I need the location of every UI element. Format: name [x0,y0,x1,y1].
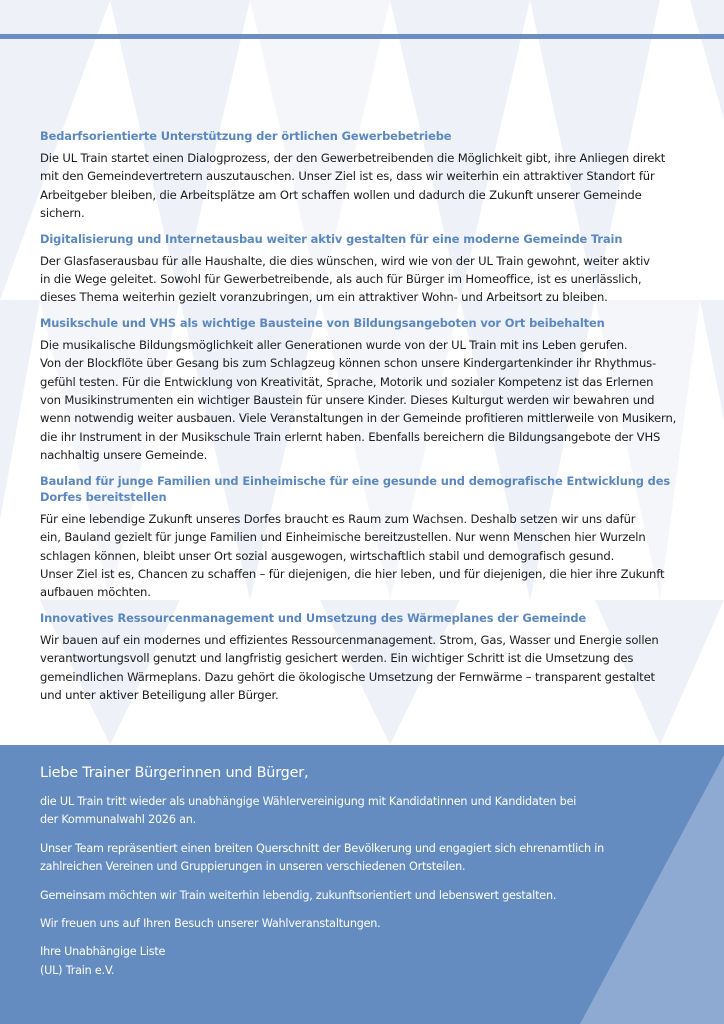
letter-signature: Ihre Unabhängige Liste (UL) Train e.V. [40,945,166,977]
section-body: Die musikalische Bildungsmöglichkeit aller Generationen wurde von der UL Train mit ins Leben gerufen. Von der Blockflöte über Gesang bis zum Schlagzeug können schon unsere Kindergartenkinder ihr Rhythmus- gefühl testen. Für die Entwicklung von Kreativität, Sprache, Motorik und sozialer Kompetenz ist das Erlernen von Musikinstrumenten ein wichtiger Baustein für unsere Kinder. Dieses Kulturgut werden wir bewahren und wenn notwendig weiter ausbauen. Viele Veranstaltungen in der Gemeinde profitieren mittlerweile von Musikern, die ihr Instrument in der Musikschule Train erlernt haben. Ebenfalls bereichern die Bildungsangebote der VHS nachhaltig unsere Gemeinde. [40,337,677,463]
pattern-diamond [690,0,724,120]
program-content [40,128,690,712]
pattern-diamond [0,300,40,520]
letter-paragraph: Wir freuen uns auf Ihren Besuch unserer Wahlveranstaltungen. [40,917,381,931]
section-ressourcenmanagement [40,610,690,705]
section-heading: Innovatives Ressourcenmanagement und Umsetzung des Wärmeplanes der Gemeinde [40,610,587,625]
letter-paragraph: Unser Team repräsentiert einen breiten Querschnitt der Bevölkerung und engagiert sich ehrenamtlich in zahlreichen Vereinen und Gruppierungen in unseren verschiedenen Ortsteilen. [40,841,604,874]
section-body: Die UL Train startet einen Dialogprozess, der den Gewerbetreibenden die Möglichkeit gibt, ihre Anliegen direkt mit den Gemeindevertretern auszutauschen. Unser Ziel ist es, dass wir weiterhin ein attraktiver Standort für Arbeitgeber bleiben, die Arbeitsplätze am Ort schaffen wollen und dadurch die Zukunft unserer Gemeinde sichern. [40,151,666,221]
section-body: Wir bauen auf ein modernes und effizientes Ressourcenmanagement. Strom, Gas, Wasser und Energie sollen verantwortungsvoll genutzt und langfristig gesichert werden. Ein wichtiger Schritt ist die Umsetzung des gemeindlichen Wärmeplans. Dazu gehört die ökologische Umsetzung der Fernwärme – transparent gestaltet und unter aktiver Beteiligung aller Bürger. [40,632,659,702]
closing-letter-panel [0,745,724,1024]
section-bauland [40,473,690,602]
pattern-diamond [700,300,724,420]
section-body: Der Glasfaserausbau für alle Haushalte, die dies wünschen, wird wie von der UL Train gewohnt, weiter aktiv in die Wege geleitet. Sowohl für Gewerbetreibende, als auch für Bürger im Homeoffice, ist es unerlässlich, dieses Thema weiterhin gezielt voranzubringen, um ein attraktiver Wohn- und Arbeitsort zu bleiben. [40,253,650,305]
section-gewerbebetriebe [40,128,690,223]
closing-letter [40,763,690,990]
section-heading: Digitalisierung und Internetausbau weiter aktiv gestalten für eine moderne Gemeinde Train [40,231,623,246]
section-body: Für eine lebendige Zukunft unseres Dorfes braucht es Raum zum Wachsen. Deshalb setzen wir uns dafür ein, Bauland gezielt für junge Familien und Einheimische bereitzustellen. Nur wenn Menschen hier Wurzeln schlagen können, bleibt unser Ort sozial ausgewogen, wirtschaftlich stabil und demografisch gesund. Unser Ziel ist es, Chancen zu schaffen – für diejenigen, die hier leben, und für diejenigen, die hier ihre Zukunft aufbauen möchten. [40,511,665,600]
section-heading: Musikschule und VHS als wichtige Bausteine von Bildungsangeboten vor Ort beibehalten [40,315,605,330]
top-accent-bar [0,34,724,39]
section-heading: Bauland für junge Familien und Einheimische für eine gesunde und demografische Entwicklung des Dorfes bereitstellen [40,473,671,504]
section-heading: Bedarfsorientierte Unterstützung der örtlichen Gewerbebetriebe [40,129,452,143]
section-digitalisierung [40,231,690,307]
letter-paragraph: die UL Train tritt wieder als unabhängige Wählervereinigung mit Kandidatinnen und Kandidaten bei der Kommunalwahl 2026 an. [40,795,577,827]
section-musikschule-vhs [40,315,690,465]
letter-paragraph: Gemeinsam möchten wir Train weiterhin lebendig, zukunftsorientiert und lebenswert gestalten. [40,888,557,902]
letter-greeting: Liebe Trainer Bürgerinnen und Bürger, [40,765,309,781]
